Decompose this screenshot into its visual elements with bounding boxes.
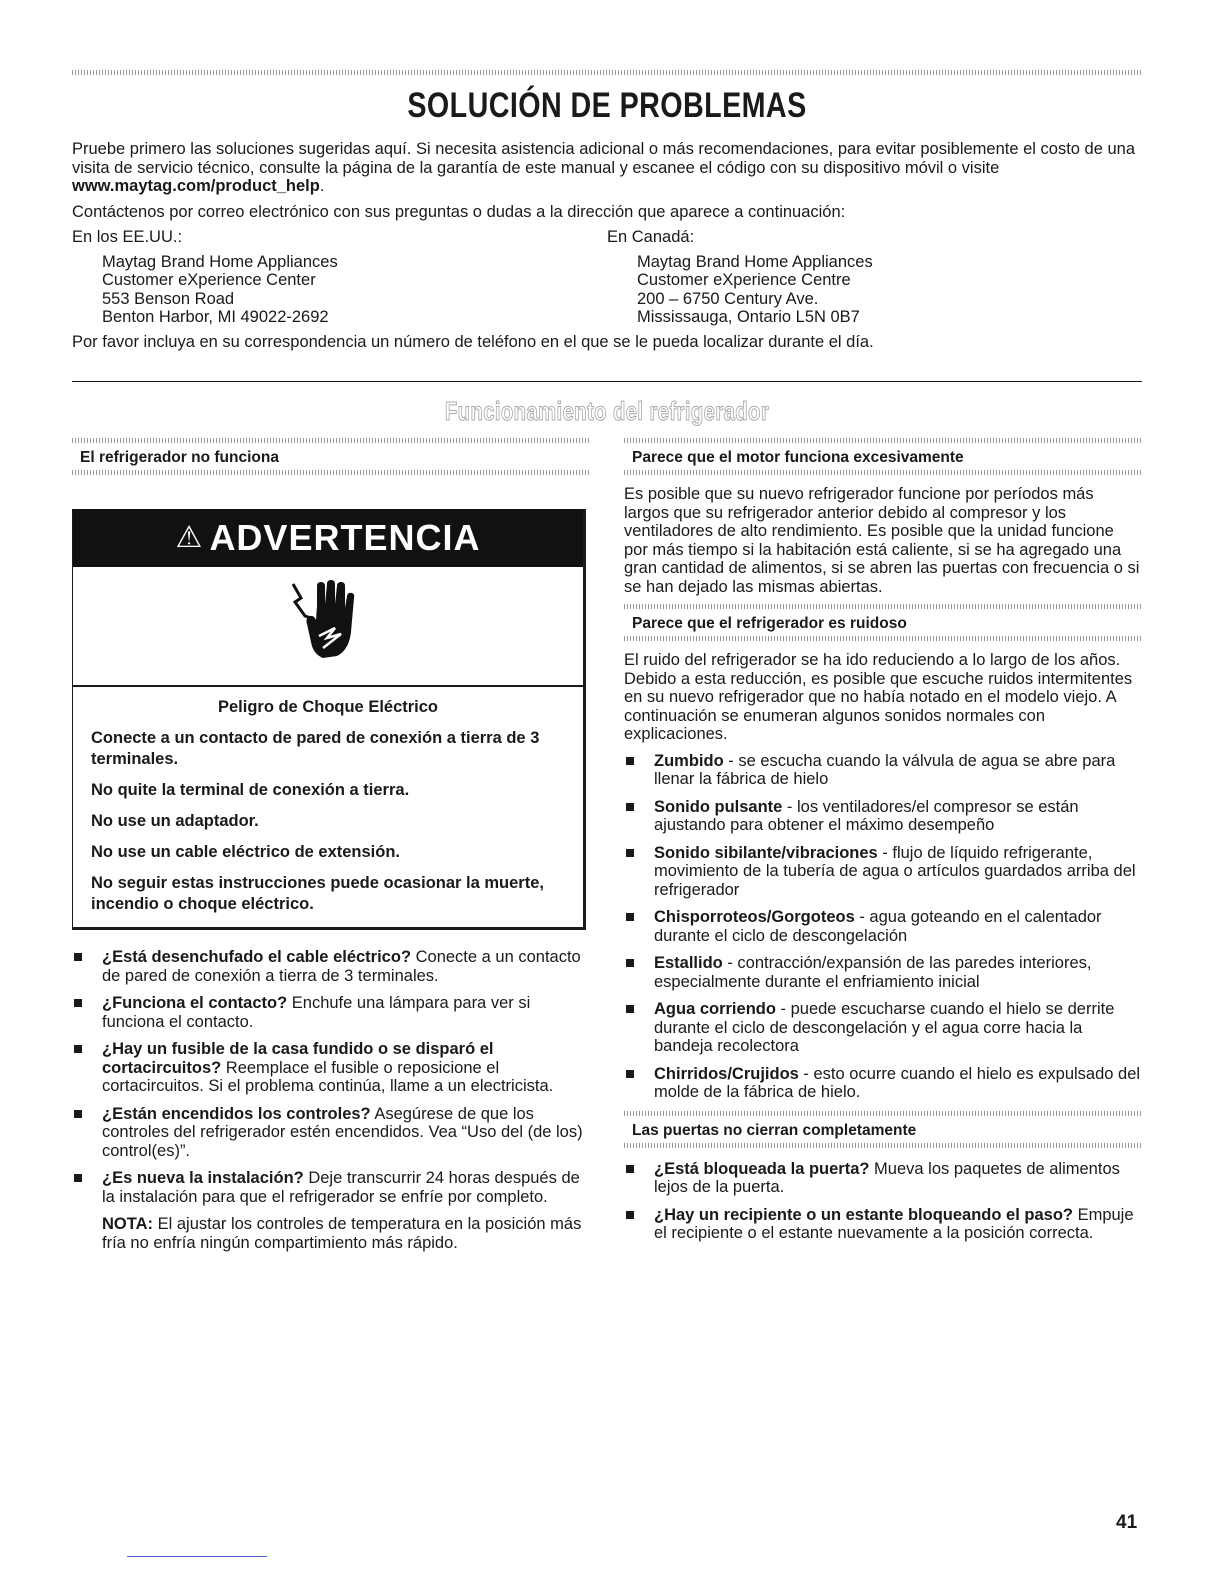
- list-item: ¿Funciona el contacto? Enchufe una lámpara para ver si funciona el contacto.: [72, 994, 590, 1031]
- list-item: ¿Hay un fusible de la casa fundido o se disparó el cortacircuitos? Reemplace el fusible o reposicione el cortacircuitos. Si el problema continúa, llame a un electricista.: [72, 1040, 590, 1096]
- address-line: Maytag Brand Home Appliances: [637, 252, 873, 271]
- phone-paragraph: Por favor incluya en su correspondencia un número de teléfono en el que se le pueda localizar durante el día.: [72, 332, 874, 351]
- address-usa-label: En los EE.UU.:: [72, 228, 183, 246]
- subsection-heading: [624, 438, 1142, 475]
- note-text: El ajustar los controles de temperatura en la posición más fría no enfría ningún compartimiento más rápido.: [102, 1215, 582, 1252]
- warning-line: No use un cable eléctrico de extensión.: [91, 843, 401, 861]
- warning-triangle-icon: ⚠: [175, 520, 204, 554]
- warning-header: [73, 509, 583, 567]
- warning-box: [72, 509, 586, 930]
- left-column: [72, 438, 590, 1252]
- list-item: ¿Está desenchufado el cable eléctrico? Conecte a un contacto de pared de conexión a tierra de 3 terminales.: [72, 948, 590, 985]
- list-item: ¿Está bloqueada la puerta? Mueva los paquetes de alimentos lejos de la puerta.: [624, 1160, 1142, 1197]
- address-line: 553 Benson Road: [102, 289, 235, 308]
- subsection-heading: [72, 438, 590, 475]
- right-column: [624, 438, 1142, 1252]
- top-hatch-rule: [72, 70, 1142, 75]
- section-title: Funcionamiento del refrigerador: [444, 396, 770, 426]
- list-item: Zumbido - se escucha cuando la válvula de agua se abre para llenar la fábrica de hielo: [624, 752, 1142, 789]
- subsection-heading: [624, 1111, 1142, 1148]
- list-item: Sonido sibilante/vibraciones - flujo de líquido refrigerante, movimiento de la tubería de agua o artículos guardados arriba del refrigerador: [624, 844, 1142, 900]
- address-line: Customer eXperience Centre: [637, 271, 851, 289]
- list-item: Chirridos/Crujidos - esto ocurre cuando el hielo es expulsado del molde de la fábrica de hielo.: [624, 1065, 1142, 1102]
- warning-title: ADVERTENCIA: [209, 516, 481, 558]
- list-item: ¿Es nueva la instalación? Deje transcurrir 24 horas después de la instalación para que el refrigerador se enfríe por completo.: [72, 1169, 590, 1206]
- section-divider: [72, 381, 1142, 382]
- address-line: Maytag Brand Home Appliances: [102, 252, 338, 271]
- electric-shock-hand-icon: [73, 567, 583, 687]
- motor-paragraph: Es posible que su nuevo refrigerador funcione por períodos más largos que su refrigerador anterior debido al compresor y los ventiladores de alto rendimiento. Es posible que la unidad funcione por más tiempo si la habitación está caliente, si se ha agregado una gran cantidad de alimentos, si se abren las puertas con frecuencia o si se han dejado las mismas abiertas.: [624, 485, 1140, 596]
- sounds-list: [624, 752, 1142, 1102]
- heading-doors: Las puertas no cierran completamente: [632, 1121, 917, 1139]
- list-item: Estallido - contracción/expansión de las paredes interiores, especialmente durante el enfriamiento inicial: [624, 954, 1142, 991]
- address-usa: [72, 228, 607, 327]
- list-item: ¿Hay un recipiente o un estante bloqueando el paso? Empuje el recipiente o el estante nuevamente a la posición correcta.: [624, 1206, 1142, 1243]
- not-working-list: [72, 948, 590, 1206]
- page-number: 41: [1116, 1512, 1138, 1533]
- warning-line: No use un adaptador.: [91, 812, 259, 830]
- address-canada: [607, 228, 1142, 327]
- address-canada-label: En Canadá:: [607, 228, 695, 246]
- intro-end: .: [319, 177, 325, 195]
- address-line: Benton Harbor, MI 49022-2692: [102, 308, 329, 326]
- intro-text: Pruebe primero las soluciones sugeridas aquí. Si necesita asistencia adicional o más recomendaciones, para evitar posiblemente el costo de una visita de servicio técnico, consulte la página de la garantía de este manual y escanee el código con su dispositivo móvil o visite: [72, 140, 1136, 177]
- heading-motor: Parece que el motor funciona excesivamente: [632, 449, 964, 466]
- warning-line: No quite la terminal de conexión a tierra.: [91, 781, 410, 799]
- support-link[interactable]: www.maytag.com/product_help: [72, 177, 320, 195]
- noise-paragraph: El ruido del refrigerador se ha ido reduciendo a lo largo de los años. Debido a esta reducción, es posible que escuche ruidos intermitentes en su nuevo refrigerador que no había notado en el modelo viejo. A continuación se enumeran algunos sonidos normales con explicaciones.: [624, 651, 1133, 743]
- warning-line: No seguir estas instrucciones puede ocasionar la muerte, incendio o choque eléctrico.: [91, 874, 544, 913]
- list-item: Chisporroteos/Gorgoteos - agua goteando en el calentador durante el ciclo de descongelación: [624, 908, 1142, 945]
- note: [72, 1215, 590, 1252]
- contact-paragraph: Contáctenos por correo electrónico con sus preguntas o dudas a la dirección que aparece a continuación:: [72, 202, 846, 221]
- heading-not-working: El refrigerador no funciona: [80, 449, 279, 466]
- list-item: Agua corriendo - puede escucharse cuando el hielo se derrite durante el ciclo de descongelación y el agua corre hacia la bandeja recolectora: [624, 1000, 1142, 1056]
- warning-body: [73, 687, 583, 927]
- heading-noise: Parece que el refrigerador es ruidoso: [632, 615, 907, 632]
- addresses: [72, 228, 1142, 327]
- address-line: Customer eXperience Center: [102, 271, 316, 289]
- intro-paragraph: [72, 140, 1142, 196]
- list-item: ¿Están encendidos los controles? Asegúrese de que los controles del refrigerador estén encendidos. Vea “Uso del (de los) control(es)”.: [72, 1105, 590, 1161]
- warning-hazard: Peligro de Choque Eléctrico: [217, 698, 439, 716]
- subsection-heading: [624, 604, 1142, 641]
- address-line: 200 – 6750 Century Ave.: [637, 289, 819, 308]
- doors-list: [624, 1160, 1142, 1243]
- bottom-link-line: [127, 1556, 267, 1557]
- list-item: Sonido pulsante - los ventiladores/el compresor se están ajustando para obtener el máximo desempeño: [624, 798, 1142, 835]
- intro-section: [72, 140, 1142, 358]
- note-label: NOTA:: [102, 1215, 154, 1233]
- warning-line: Conecte a un contacto de pared de conexión a tierra de 3 terminales.: [91, 729, 540, 768]
- page-title: SOLUCIÓN DE PROBLEMAS: [407, 86, 807, 125]
- address-line: Mississauga, Ontario L5N 0B7: [637, 308, 860, 326]
